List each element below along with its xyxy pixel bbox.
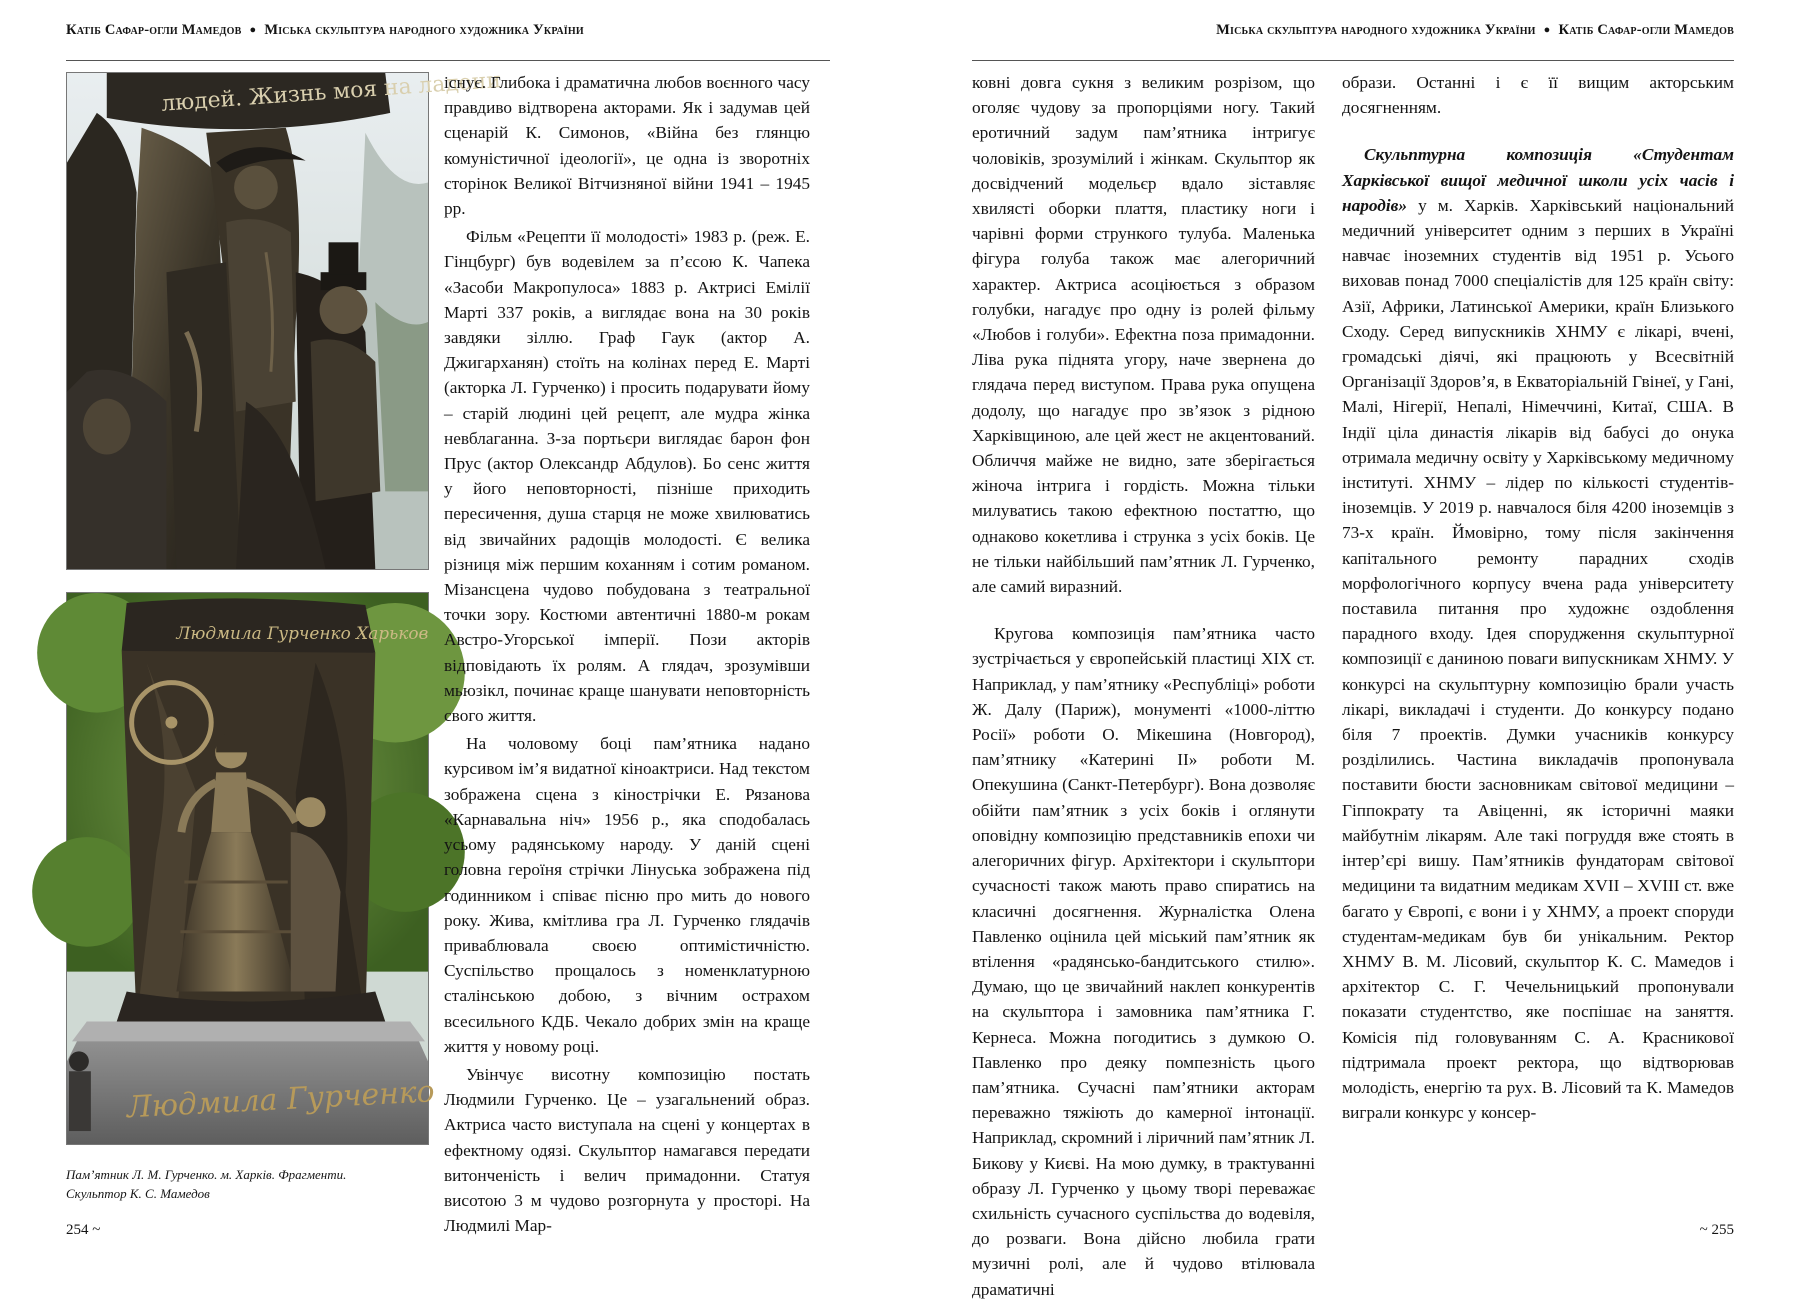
caption-line-2: Скульптор К. С. Мамедов <box>66 1186 210 1201</box>
left-page-number: 254 ~ <box>66 1222 101 1238</box>
monument-gurchenko-figure-photo <box>67 593 436 1144</box>
left-running-header <box>66 22 584 39</box>
left-paragraph-1: існує. Глибока і драматична любов воєнного часу правдиво відтворена акторами. Як і задумав цей сценарій К. Симонов, «Війна без глянцю комуністичної ідеології», це одна із зворотніх сторінок Великої Вітчизняної війни 1941 – 1945 рр. <box>444 73 810 219</box>
left-page <box>0 0 900 1265</box>
bottom-ring-inscription: Людмила Гурченко Харьков <box>176 622 429 643</box>
right-page-number: ~ 255 <box>1699 1222 1734 1238</box>
right-text-column-2 <box>1342 70 1734 1128</box>
header-separator: ● <box>249 24 257 36</box>
bronze-signature: Людмила Гурченко <box>125 1074 436 1126</box>
header-author: Катіб Сафар-огли Мамедов <box>1558 22 1734 38</box>
right-header-rule <box>972 60 1734 61</box>
figure-caption <box>66 1165 436 1203</box>
left-paragraph-2: Фільм «Рецепти її молодості» 1983 р. (реж. Е. Гінцбург) був водевілем за п’єсою К. Чапека «Засоби Макропулоса» 1883 р. Актрисі Емілії Марті 337 років, а виглядає вона на 30 років завдяки зіллю. Граф Гаук (актор А. Джигарханян) стоїть на колінах перед Е. Марті (акторка Л. Гурченко) і просить подарувати йому – старій людині цей рецепт, але мудра жінка невблаганна. З-за портьєри виглядає барон фон Прус (актор Олександр Абдулов). Бо сенс життя у його неповторності, пізніше приходить пересичення, душа старця не може хвилюватись від звичайних радощів молодості. Є велика різниця між першим коханням і сотим романом. Мізансцена чудово побудована з театральної точки зору. Костюми автентичні 1880-м рокам Австро-Угорської імперії. Пози акторів відповідають їх ролям. А глядач, зрозумівши мьюзікл, починає краще шанувати неповторність свого життя. <box>444 227 810 726</box>
header-title: Міська скульптура народного художника України <box>1216 22 1536 38</box>
left-paragraph-4: Увінчує висотну композицію постать Людмили Гурченко. Це – узагальнений образ. Актриса часто виступала на сцені у концертах в ефектному одязі. Скульптор намагався передати витонченість і велич примадонни. Статуя висотою 3 м чудово розгорнута у просторі. На Людмилі Мар- <box>444 1064 810 1236</box>
header-separator: ● <box>1543 24 1551 36</box>
photo-top <box>66 68 502 570</box>
left-text-column <box>444 70 810 1241</box>
section-body: у м. Харків. Харківський національний медичний університет одним з перших в Україні навчає іноземних студентів від 1951 р. Усього виховав понад 7000 спеціалістів для 125 країн світу: Азії, Африки, Латинської Америки, країн Близького Сходу. Серед випускників ХНМУ є лікарі, вчені, громадські діячі, які працюють у Всесвітній Організації Здоров’я, в Екваторіальній Гвінеї, у Гані, Малі, Нігерії, Непалі, Німеччині, Китаї, США. В Індії ціла династія лікарів від бабусі до онука отримала медичну освіту у Харківському медичному інституті. ХНМУ – лідер по кількості студентів-іноземців. У 2019 р. навчалося біля 4200 іноземців з 73-х країн. Ймовірно, тому після закінчення капітального ремонту парадних сходів морфологічного корпусу вчена рада університету поставила питання про художнє оздоблення парадного входу. Ідея спорудження скульптурної композиції є даниною поваги випускникам ХНМУ. У конкурсі на скульптурну композицію брали участь лікарі, викладачі і студенти. До конкурсу подано біля 7 проектів. Думки учасників конкурсу розділились. Частина викладачів пропонувала поставити бюсти засновникам світової медицини – Гіппократу та Авіценні, як історичні маяки майбутнім лікарям. Але такі погруддя вже стоять в інтер’єрі вишу. Пам’ятників фундаторам світової медицини та видатним медикам XVII – XVIII ст. вже багато у Європі, є вони і у ХНМУ, а проект споруди студентам-медикам був би унікальним. Ректор ХНМУ В. М. Лісовий, скульптор К. С. Мамедов і архітектор С. Г. Чечельницький пропонували показати студентство, яке поспішає на заняття. Комісія під головуванням С. А. Красникової підтримала проект ректора, що відтворював молодість, енергію та рух. В. Лісовий та К. Мамедов виграли конкурс у консер- <box>1342 195 1734 1123</box>
right-running-header <box>1216 22 1734 39</box>
right-col1-paragraph-2: Кругова композиція пам’ятника часто зустрічається у європейській пластиці ХІХ ст. Наприклад, у пам’ятнику «Республіці» роботи Ж. Далу (Париж), монументі «1000-літтю Росії» роботи О. Мікешина (Новгород), пам’ятнику «Катерині ІІ» роботи М. Опекушина (Санкт-Петербург). Вона дозволяє обійти пам’ятник з усіх боків і оглянути оповідну композицію представників епохи чи алегоричних фігур. Архітектори і скульптори сучасності також мають право спиратись на класичні досягнення. Журналістка Олена Павленко оцінила цей міський пам’ятник як втілення «радянсько-бандитського стилю». Думаю, що це звичайний наклеп конкурентів на скульптора і замовника пам’ятника Г. Кернеса. Можна погодитись з думкою О. Павленко про деяку помпезність цього пам’ятника. Сучасні пам’ятники акторам переважно тяжіють до камерної інтонації. Наприклад, скромний і ліричний пам’ятник Л. Бикову у Києві. На мою думку, в трактуванні образу Л. Гурченко у цьому творі переважає схильність сучасного суспільства до водевіля, до розваги. Вона дійсно любила грати музичні ролі, але й чудово втілювала драматичні <box>972 624 1315 1299</box>
left-header-rule <box>66 60 830 61</box>
left-paragraph-3: На чоловому боці пам’ятника надано курсивом ім’я видатної кіноактриси. Над текстом зображена сцена з кінострічки Е. Рязанова «Карнавальна ніч» 1956 р., яка сподобалась усьому радянському народу. У даній сцені головна героїня стрічки Лінуська зображена під годинником і співає пісню про мить до нового року. Жива, кмітлива гра Л. Гурченко глядачів приваблювала своєю оптимістичністю. Суспільство прощалось з номенклатурною сталінською добою, з вічним острахом всесильного КДБ. Чекало добрих змін на краще життя у новому році. <box>444 734 810 1056</box>
right-text-column-1 <box>972 70 1315 1305</box>
monument-bronze-group-photo <box>67 68 502 569</box>
photo-bottom <box>66 592 436 1145</box>
right-col2-paragraph-1: образи. Останні і є її вищим акторським досягненням. <box>1342 73 1734 118</box>
right-col2-paragraph-2 <box>1342 142 1734 1125</box>
right-page <box>900 0 1800 1299</box>
top-ring-inscription: людей. Жизнь моя на ладони <box>160 68 502 117</box>
header-title: Міська скульптура народного художника України <box>264 22 584 38</box>
right-col1-paragraph-1: ковні довга сукня з великим розрізом, що оголяє чудову за пропорціями ногу. Такий еротичний задум пам’ятника інтригує чоловіків, зрозумілий і жінкам. Скульптор як досвідчений модельєр вдало зіставляє хвилясті оборки плаття, пластику ноги і чарівні форми стрункого тулуба. Маленька фігура голуба також має алегоричний характер. Актриса асоціюється з образом голубки, нагадує про одну із ролей фільму «Любов і голуби». Ефектна поза примадонни. Ліва рука піднята угору, наче звернена до глядача перед виступом. Права рука опущена додолу, що нагадує про зв’язок з рідною Харківщиною, але цей жест не акцентований. Обличчя майже не видно, зате зберігається жіноча інтрига і гордість. Можна тільки милуватись такою ефектною постаттю, що однаково кокетлива і струнка з усіх боків. Це не тільки найбільший пам’ятник Л. Гурченко, але самий виразний. <box>972 73 1315 597</box>
header-author: Катіб Сафар-огли Мамедов <box>66 22 242 38</box>
caption-line-1: Пам’ятник Л. М. Гурченко. м. Харків. Фрагменти. <box>66 1167 347 1182</box>
section-heading: Скульптурна композиція «Студентам Харківської вищої медичної школи усіх часів і народів» <box>1342 145 1734 215</box>
